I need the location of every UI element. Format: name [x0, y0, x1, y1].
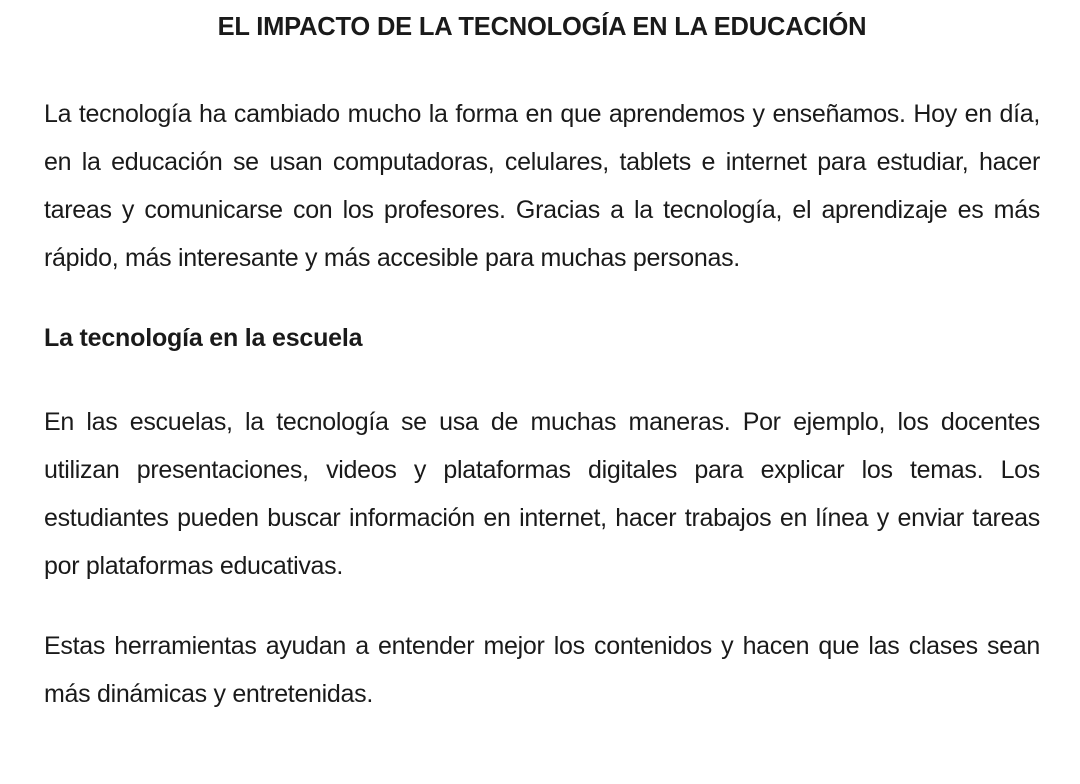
intro-paragraph: La tecnología ha cambiado mucho la forma en que aprendemos y enseñamos. Hoy en día, en la educación se usan computadoras, celulares, tablets e internet para estudiar, hacer tareas y comunicarse con los profesores. Gracias a la tecnología, el aprendizaje es más rápido, más interesante y más accesible para muchas personas. — [44, 100, 1040, 272]
section-heading: La tecnología en la escuela — [44, 324, 363, 352]
document-title: EL IMPACTO DE LA TECNOLOGÍA EN LA EDUCACIÓN — [217, 13, 867, 41]
document-page — [44, 0, 1040, 718]
section-paragraph-1: En las escuelas, la tecnología se usa de muchas maneras. Por ejemplo, los docentes utilizan presentaciones, videos y plataformas digitales para explicar los temas. Los estudiantes pueden buscar información en internet, hacer trabajos en línea y enviar tareas por plataformas educativas. — [44, 408, 1040, 580]
section-paragraph-2: Estas herramientas ayudan a entender mejor los contenidos y hacen que las clases sean más dinámicas y entretenidas. — [44, 632, 1040, 708]
